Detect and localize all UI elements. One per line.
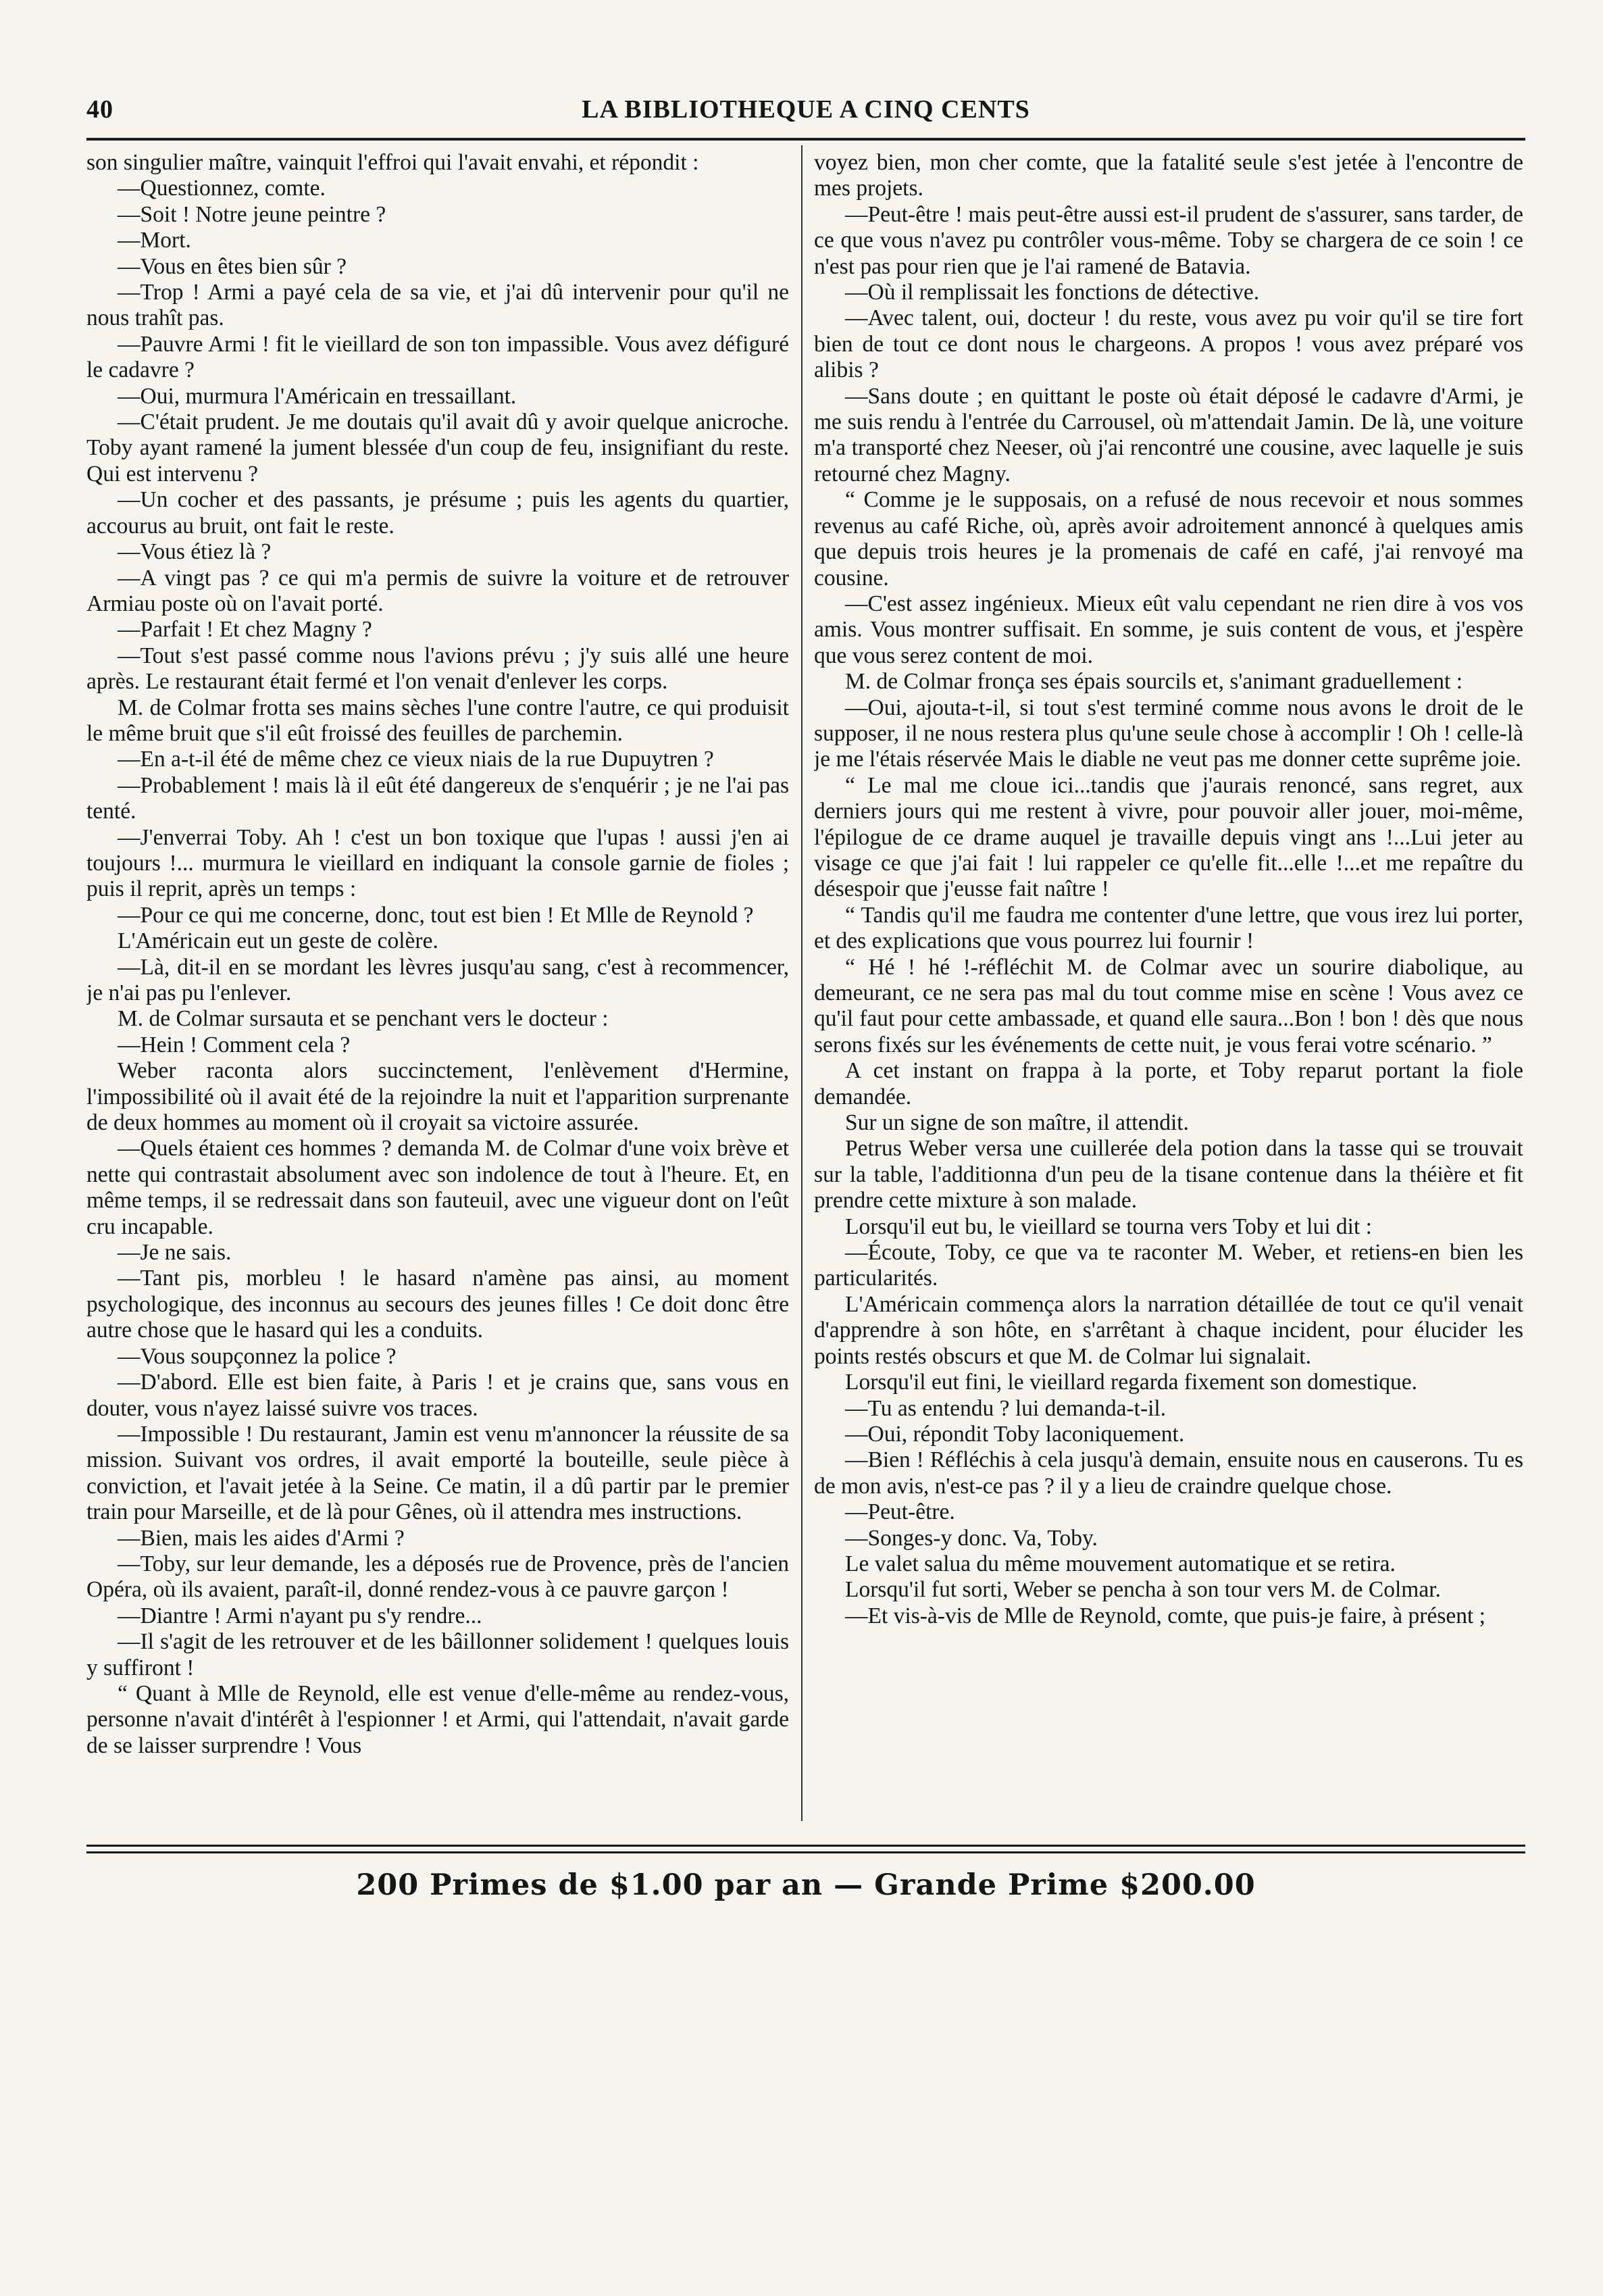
paragraph: A cet instant on frappa à la porte, et Toby reparut portant la fiole demandée. [814,1058,1523,1109]
paragraph: voyez bien, mon cher comte, que la fatalité seule s'est jetée à l'encontre de mes projets. [814,150,1523,201]
paragraph: —C'était prudent. Je me doutais qu'il avait dû y avoir quelque anicroche. Toby ayant ramené la jument blessée d'un coup de feu, insignifiant du reste. Qui est intervenu ? [86,409,789,486]
footer-banner: 200 Primes de $1.00 par an — Grande Prime $200.00 [356,1868,1256,1902]
paragraph: —Avec talent, oui, docteur ! du reste, vous avez pu voir qu'il se tire fort bien de tout ce dont nous le chargeons. A propos ! vous avez préparé vos alibis ? [814,305,1523,383]
paragraph: —Peut-être ! mais peut-être aussi est-il prudent de s'assurer, sans tarder, de ce que vous n'avez pu contrôler vous-même. Toby se chargera de ce soin ! ce n'est pas pour rien que je l'ai ramené de Batavia. [814,201,1523,279]
paragraph: —Soit ! Notre jeune peintre ? [118,201,386,227]
paragraph: “ Quant à Mlle de Reynold, elle est venue d'elle-même au rendez-vous, personne n'avait d'intérêt à l'espionner ! et Armi, qui l'attendait, n'avait garde de se laisser surprendre ! Vous [86,1680,789,1758]
paragraph: —Pauvre Armi ! fit le vieillard de son ton impassible. Vous avez défiguré le cadavre ? [86,331,789,383]
paragraph: —Quels étaient ces hommes ? demanda M. de Colmar d'une voix brève et nette qui contrastait absolument avec son indolence de tout à l'heure. Et, en même temps, il se redressait dans son fauteuil, avec une vigueur dont on l'eût cru incapable. [86,1136,789,1239]
footer-rule-top [86,1845,1525,1847]
paragraph: Lorsqu'il eut bu, le vieillard se tourna vers Toby et lui dit : [845,1214,1372,1239]
paragraph: —A vingt pas ? ce qui m'a permis de suivre la voiture et de retrouver Armiau poste où on l'avait porté. [86,565,789,616]
paragraph: —Tant pis, morbleu ! le hasard n'amène pas ainsi, au moment psychologique, des inconnus au secours des jeunes filles ! Ce doit donc être autre chose que le hasard qui les a conduits. [86,1266,789,1343]
paragraph: —Oui, ajouta-t-il, si tout s'est terminé comme nous avons le droit de le supposer, il ne nous restera plus qu'une seule chose à accomplir ! Oh ! celle-là je me l'étais réservée Mais le diable ne veut pas me donner cette suprême joie. [814,695,1523,772]
paragraph: —Peut-être. [845,1499,955,1525]
paragraph: —Et vis-à-vis de Mlle de Reynold, comte, que puis-je faire, à présent ; [845,1603,1485,1628]
paragraph: Le valet salua du même mouvement automatique et se retira. [845,1551,1396,1576]
paragraph: —Songes-y donc. Va, Toby. [845,1525,1098,1551]
paragraph: Sur un signe de son maître, il attendit. [845,1110,1189,1136]
paragraph: —Toby, sur leur demande, les a déposés rue de Provence, près de l'ancien Opéra, où ils avaient, paraît-il, donné rendez-vous à ce pauvre garçon ! [86,1551,789,1603]
paragraph: —Où il remplissait les fonctions de détective. [845,280,1260,305]
paragraph: —Mort. [118,228,191,253]
paragraph: —Je ne sais. [118,1240,232,1266]
paragraph: —Pour ce qui me concerne, donc, tout est bien ! Et Mlle de Reynold ? [118,902,754,928]
paragraph: —Vous en êtes bien sûr ? [118,253,347,279]
paragraph: —Bien ! Réfléchis à cela jusqu'à demain, ensuite nous en causerons. Tu es de mon avis, n'est-ce pas ? il y a lieu de craindre quelque chose. [814,1447,1523,1499]
paragraph: —Un cocher et des passants, je présume ; puis les agents du quartier, accourus au bruit, ont fait le reste. [86,487,789,539]
paragraph: —Probablement ! mais là il eût été dangereux de s'enquérir ; je ne l'ai pas tenté. [86,772,789,824]
paragraph: —Hein ! Comment cela ? [118,1032,351,1057]
paragraph: —Tout s'est passé comme nous l'avions prévu ; j'y suis allé une heure après. Le restaurant était fermé et l'on venait d'enlever les corps. [86,643,789,695]
paragraph: —Sans doute ; en quittant le poste où était déposé le cadavre d'Armi, je me suis rendu à l'entrée du Carrousel, où m'attendait Jamin. De là, une voiture m'a transporté chez Neeser, où j'ai rencontré une cousine, avec laquelle je suis retourné chez Magny. [814,383,1523,486]
running-title: LA BIBLIOTHEQUE A CINQ CENTS [582,95,1030,124]
paragraph: —En a-t-il été de même chez ce vieux niais de la rue Dupuytren ? [118,747,714,772]
paragraph: —Questionnez, comte. [118,176,326,201]
paragraph: —Bien, mais les aides d'Armi ? [118,1525,405,1551]
paragraph: —D'abord. Elle est bien faite, à Paris ! et je crains que, sans vous en douter, vous n'ayez laissé suivre vos traces. [86,1370,789,1421]
paragraph: L'Américain commença alors la narration détaillée de tout ce qu'il venait d'apprendre à son hôte, en s'arrêtant à chaque incident, pour élucider les points restés obscurs et que M. de Colmar lui signalait. [814,1291,1523,1369]
paragraph: Lorsqu'il eut fini, le vieillard regarda fixement son domestique. [845,1370,1418,1395]
paragraph: —Vous étiez là ? [118,539,272,565]
paragraph: —Là, dit-il en se mordant les lèvres jusqu'au sang, c'est à recommencer, je n'ai pas pu l'enlever. [86,954,789,1005]
right-column [814,150,1523,1819]
paragraph: M. de Colmar fronça ses épais sourcils et, s'animant graduellement : [845,669,1463,695]
paragraph: “ Comme je le supposais, on a refusé de nous recevoir et nous sommes revenus au café Riche, où, après avoir adroitement annoncé à quelques amis que depuis trois heures je la promenais de café en café, j'ai renvoyé ma cousine. [814,487,1523,591]
column-divider [801,145,803,1821]
paragraph: —Parfait ! Et chez Magny ? [118,617,372,643]
paragraph: L'Américain eut un geste de colère. [118,928,438,954]
paragraph: M. de Colmar frotta ses mains sèches l'une contre l'autre, ce qui produisit le même bruit que s'il eût froissé des feuilles de parchemin. [86,695,789,746]
paragraph: —Écoute, Toby, ce que va te raconter M. Weber, et retiens-en bien les particularités. [814,1240,1523,1291]
paragraph: —Tu as entendu ? lui demanda-t-il. [845,1395,1167,1421]
paragraph: Petrus Weber versa une cuillerée dela potion dans la tasse qui se trouvait sur la table, l'additionna d'un peu de la tisane contenue dans la théière et fit prendre cette mixture à son malade. [814,1136,1523,1214]
paragraph: Weber raconta alors succinctement, l'enlèvement d'Hermine, l'impossibilité où il avait été de la rejoindre la nuit et l'apparition surprenante de deux hommes au moment où il croyait sa victoire assurée. [86,1058,789,1136]
paragraph: —Oui, répondit Toby laconiquement. [845,1421,1185,1447]
paragraph: son singulier maître, vainquit l'effroi qui l'avait envahi, et répondit : [86,150,699,175]
paragraph: —Oui, murmura l'Américain en tressaillant. [118,383,517,409]
paragraph: M. de Colmar sursauta et se penchant vers le docteur : [118,1006,609,1032]
paragraph: —Vous soupçonnez la police ? [118,1343,397,1369]
paragraph: —J'enverrai Toby. Ah ! c'est un bon toxique que l'upas ! aussi j'en ai toujours !... murmura le vieillard en indiquant la console garnie de fioles ; puis il reprit, après un temps : [86,824,789,902]
paragraph: “ Le mal me cloue ici...tandis que j'aurais renoncé, sans regret, aux derniers jours qui me restent à vivre, pour pouvoir aller jouer, moi-même, l'épilogue de ce drame auquel je travaille depuis vingt ans !...Lui jeter au visage ce que j'ai fait ! lui rappeler ce qu'elle fit...elle !...et me repaître du désespoir que j'eusse fait naître ! [814,772,1523,902]
page-number: 40 [86,95,113,124]
paragraph: —Diantre ! Armi n'ayant pu s'y rendre... [118,1603,482,1628]
left-column [86,150,789,1819]
paragraph: “ Hé ! hé !-réfléchit M. de Colmar avec un sourire diabolique, au demeurant, ce ne sera pas mal du tout comme mise en scène ! Vous avez ce qu'il faut pour cette ambassade, et quand elle saura...Bon ! bon ! dès que nous serons fixés sur les événements de cette nuit, je vous ferai votre scénario. ” [814,954,1523,1057]
page-header [86,95,1525,135]
paragraph: —Impossible ! Du restaurant, Jamin est venu m'annoncer la réussite de sa mission. Suivant vos ordres, il avait emporté la bouteille, seule pièce à conviction, et l'avait jetée à la Seine. Ce matin, il a dû partir par le premier train pour Marseille, et de là pour Gênes, où il attendra mes instructions. [86,1421,789,1525]
paragraph: Lorsqu'il fut sorti, Weber se pencha à son tour vers M. de Colmar. [845,1577,1441,1603]
paragraph: “ Tandis qu'il me faudra me contenter d'une lettre, que vous irez lui porter, et des explications que vous pourrez lui fournir ! [814,902,1523,954]
paragraph: —Il s'agit de les retrouver et de les bâillonner solidement ! quelques louis y suffiront ! [86,1629,789,1680]
header-rule [86,138,1525,141]
paragraph: —Trop ! Armi a payé cela de sa vie, et j'ai dû intervenir pour qu'il ne nous trahît pas. [86,280,789,331]
paragraph: —C'est assez ingénieux. Mieux eût valu cependant ne rien dire à vos vos amis. Vous montrer suffisait. En somme, je suis content de vous, et j'espère que vous serez content de moi. [814,591,1523,668]
footer-rule-bottom [86,1851,1525,1853]
